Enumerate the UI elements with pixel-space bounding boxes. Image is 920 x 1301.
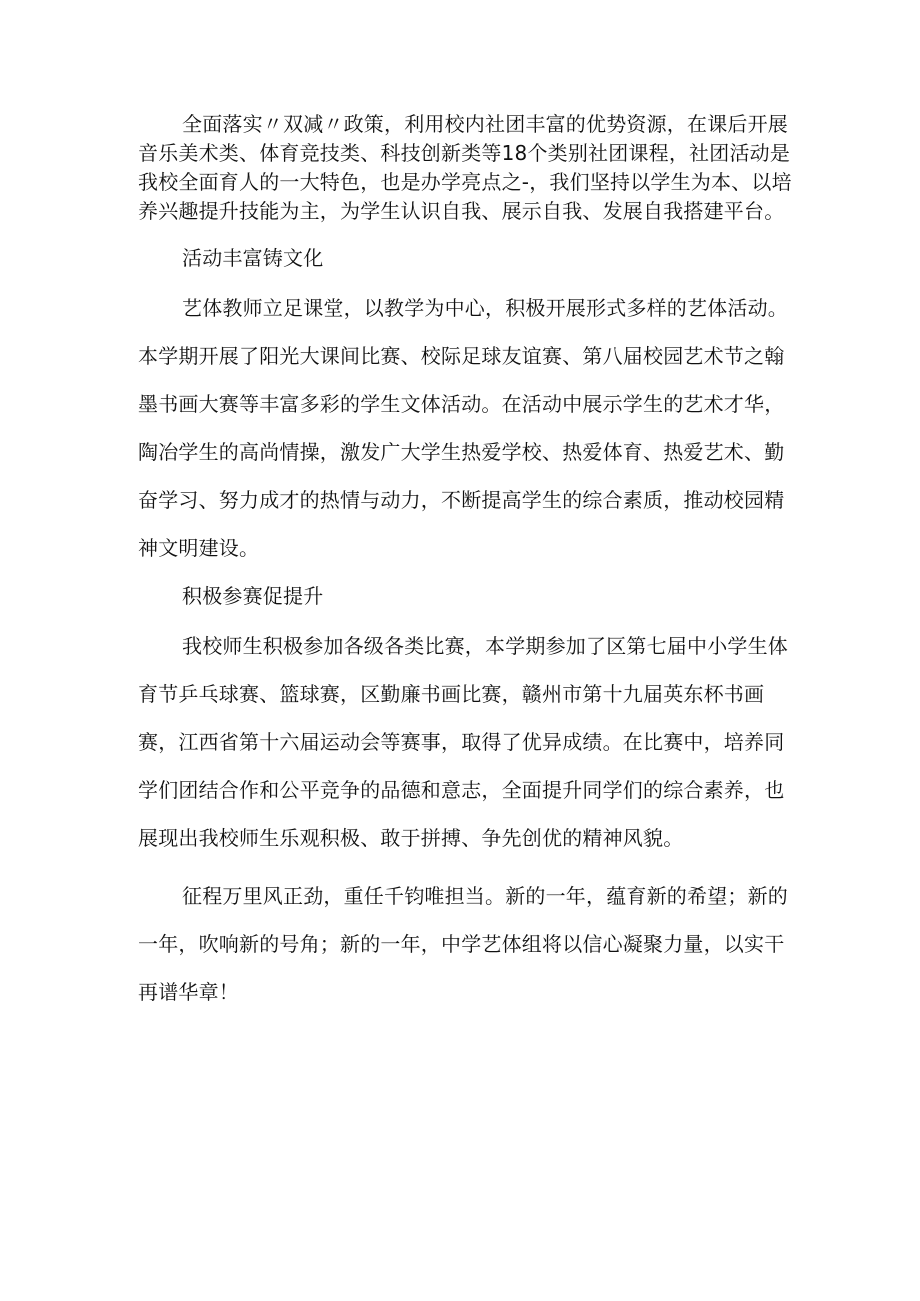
activities-paragraph: 艺体教师立足课堂，以教学为中心，积极开展形式多样的艺体活动。本学期开展了阳光大课间比赛、校际足球友谊赛、第八届校园艺术节之翰墨书画大赛等丰富多彩的学生文体活动。在活动中展示学生的艺术才华，陶冶学生的高尚情操，激发广大学生热爱学校、热爱体育、热爱艺术、勤奋学习、努力成才的热情与动力，不断提高学生的综合素质，推动校园精神文明建设。 [138, 296, 788, 560]
document-page [138, 110, 798, 1016]
section-heading-activities: 活动丰富铸文化 [182, 246, 324, 270]
competitions-paragraph: 我校师生积极参加各级各类比赛，本学期参加了区第七届中小学生体育节乒乓球赛、篮球赛，区勤廉书画比赛，赣州市第十九届英东杯书画赛，江西省第十六届运动会等赛事，取得了优异成绩。在比赛中，培养同学们团结合作和公平竞争的品德和意志，全面提升同学们的综合素养，也展现出我校师生乐观积极、敢于拼搏、争先创优的精神风貌。 [138, 634, 788, 850]
closing-paragraph: 征程万里风正劲，重任千钧唯担当。新的一年，蕴育新的希望；新的一年，吹响新的号角；新的一年，中学艺体组将以信心凝聚力量，以实干再谱华章！ [138, 884, 788, 1004]
intro-paragraph: 全面落实〃双减〃政策，利用校内社团丰富的优势资源，在课后开展音乐美术类、体育竞技类、科技创新类等18个类别社团课程，社团活动是我校全面育人的一大特色，也是办学亮点之-，我们坚持以学生为本、以培养兴趣提升技能为主，为学生认识自我、展示自我、发展自我搭建平台。 [138, 112, 792, 223]
section-heading-competitions: 积极参赛促提升 [182, 584, 324, 608]
